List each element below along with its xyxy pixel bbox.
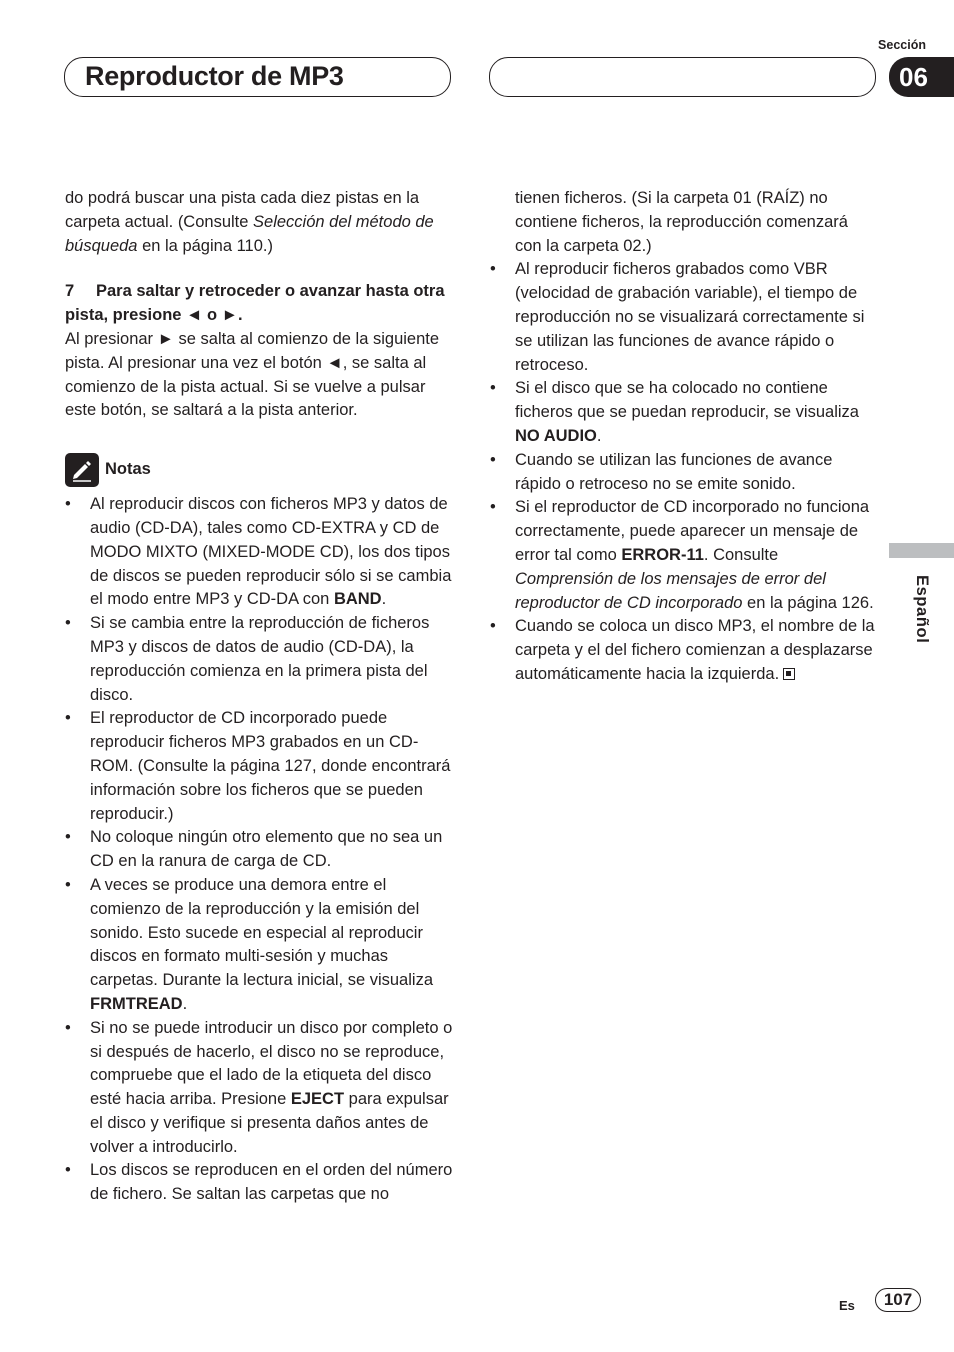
text-run: en la página 126. — [742, 593, 874, 612]
language-code: Es — [839, 1298, 855, 1313]
language-tab-marker — [889, 543, 954, 558]
notes-label: Notas — [105, 460, 151, 479]
list-item — [65, 493, 453, 612]
right-lead-paragraph: tienen ficheros. (Si la carpeta 01 (RAÍZ) no contiene ficheros, la reproducción comenzará con la carpeta 02.) — [515, 189, 848, 255]
left-lead-paragraph — [65, 187, 453, 258]
list-item — [490, 496, 878, 615]
button-reference: EJECT — [290, 1090, 345, 1109]
display-message: NO AUDIO — [515, 426, 597, 445]
step-body: Al presionar ► se salta al comienzo de la siguiente pista. Al presionar una vez el botón ◄, se salta al comienzo de la pista actual. Si se vuelve a pulsar este botón, se saltará a la pista anterior. — [65, 329, 440, 420]
list-item — [490, 377, 878, 448]
end-of-section-icon — [783, 668, 795, 680]
cross-reference: Selección del método de búsqueda — [65, 212, 434, 255]
left-column — [65, 187, 453, 1207]
list-item: • Si se cambia entre la reproducción de ficheros MP3 y discos de datos de audio (CD-DA), la reproducción comienza en la primera pista del disco. — [65, 612, 453, 707]
pencil-note-icon — [65, 453, 99, 487]
list-item: • Los discos se reproducen en el orden del número de fichero. Se saltan las carpetas que no — [65, 1159, 453, 1207]
title-pill — [64, 57, 451, 97]
right-column — [490, 187, 878, 687]
step-heading — [65, 280, 453, 328]
notes-list — [65, 493, 453, 1207]
text-run: Si no se puede introducir un disco por completo o si después de hacerlo, el disco no se reproduce, compruebe que el lado de la etiqueta del disco esté hacia arriba. Presione — [90, 1018, 453, 1109]
text-run: A veces se produce una demora entre el comienzo de la reproducción y la emisión del sonido. Esto sucede en especial al reproducir discos en formato multi-sesión y muchas carpetas. Durante la lectura inicial, se visualiza — [90, 875, 433, 990]
cross-reference: Comprensión de los mensajes de error del reproductor de CD incorporado — [515, 569, 826, 612]
list-item — [65, 874, 453, 1017]
text-run: Cuando se coloca un disco MP3, el nombre de la carpeta y el del fichero comienzan a desplazarse automáticamente hacia la izquierda. — [515, 617, 875, 683]
step-heading-text: Para saltar y retroceder o avanzar hasta otra pista, presione ◄ o ►. — [65, 282, 445, 325]
text-run: do podrá buscar una pista cada diez pistas en la carpeta actual. (Consulte — [65, 189, 420, 231]
list-item — [490, 615, 878, 686]
page-title: Reproductor de MP3 — [85, 61, 344, 91]
text-run: . Consulte — [703, 545, 779, 564]
list-item — [65, 1017, 453, 1160]
display-message: FRMTREAD — [90, 994, 183, 1013]
header-blank-pill — [489, 57, 876, 97]
step-number: 7 — [65, 282, 75, 301]
notes-header — [65, 453, 453, 487]
text-run: Si el disco que se ha colocado no contiene ficheros que se puedan reproducir, se visualiza — [515, 379, 859, 422]
button-reference: BAND — [333, 590, 382, 609]
list-item: • El reproductor de CD incorporado puede reproducir ficheros MP3 grabados en un CD-ROM. (Consulte la página 127, donde encontrará información sobre los ficheros que se pueden reproducir.) — [65, 707, 453, 826]
text-run: Al reproducir discos con ficheros MP3 y datos de audio (CD-DA), tales como CD-EXTRA y CD de MODO MIXTO (MIXED-MODE CD), los dos tipos de discos se pueden reproducir sólo si se cambia el modo entre MP3 y CD-DA con — [90, 495, 452, 609]
section-number-tab: 06 — [889, 57, 954, 97]
list-item: • Cuando se utilizan las funciones de avance rápido o retroceso no se emite sonido. — [490, 449, 878, 497]
text-run: . — [182, 994, 188, 1013]
section-label: Sección — [878, 38, 926, 52]
text-run: para expulsar el disco y verifique si presenta daños antes de volver a introducirlo. — [90, 1090, 449, 1156]
text-run: . — [381, 590, 387, 609]
display-message: ERROR-11 — [621, 545, 704, 564]
language-label: Español — [913, 575, 931, 644]
list-item: • No coloque ningún otro elemento que no sea un CD en la ranura de carga de CD. — [65, 826, 453, 874]
page-number: 107 — [875, 1288, 921, 1312]
list-item: • Al reproducir ficheros grabados como VBR (velocidad de grabación variable), el tiempo de reproducción no se visualizará correctamente si se utilizan las funciones de avance rápido o retroceso. — [490, 258, 878, 377]
text-run: Si el reproductor de CD incorporado no funciona correctamente, puede aparecer un mensaje de error tal como — [515, 498, 870, 564]
text-run: en la página 110.) — [137, 236, 273, 255]
notes-list-continued — [490, 258, 878, 686]
text-run: . — [596, 426, 602, 445]
